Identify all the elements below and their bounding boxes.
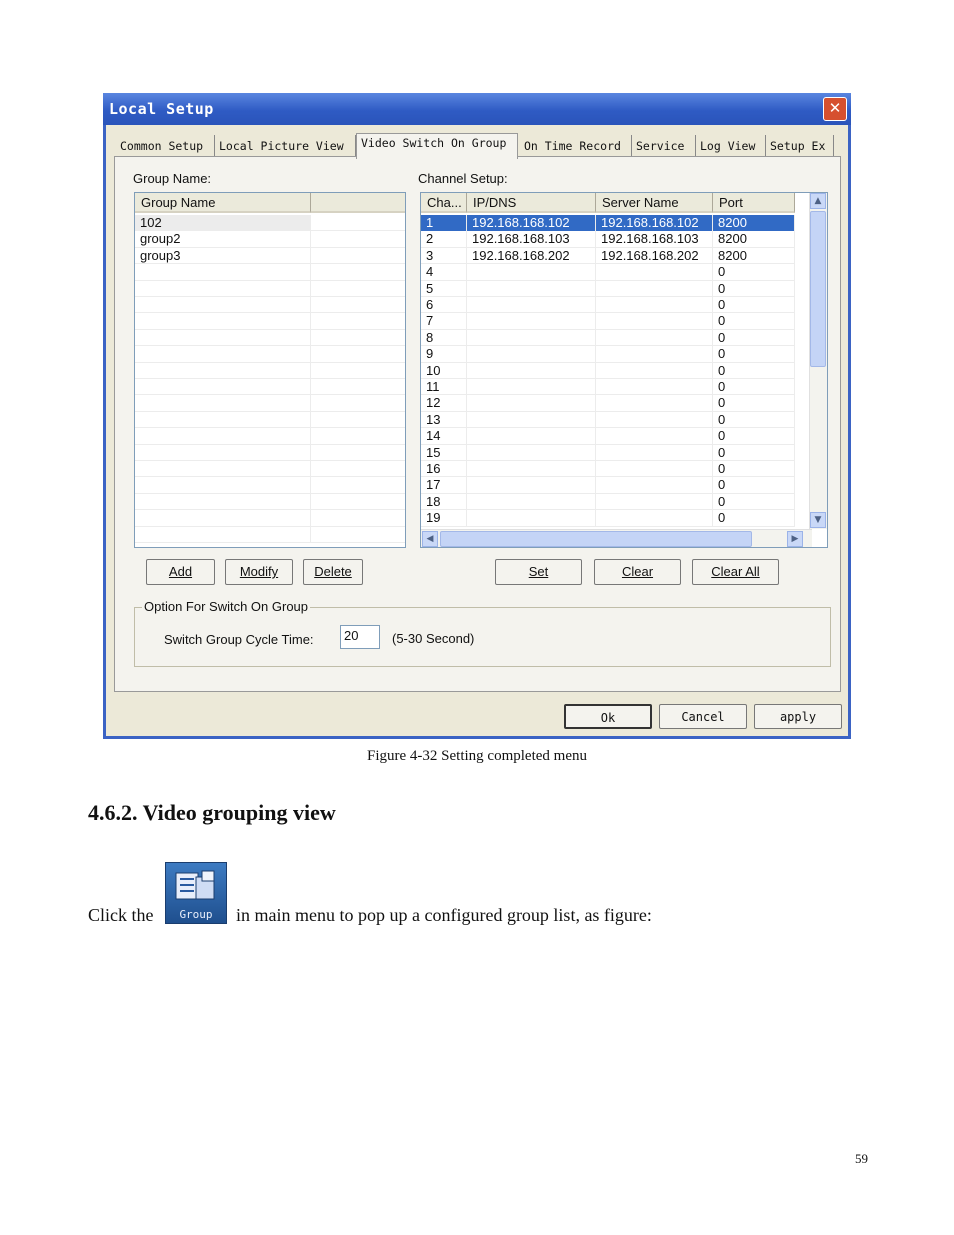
table-row[interactable]	[421, 346, 795, 362]
group-name-cell	[135, 510, 311, 526]
clear-all-button[interactable]	[692, 559, 779, 585]
server-name-cell	[596, 494, 713, 510]
table-row[interactable]	[421, 363, 795, 379]
ip-dns-cell	[467, 461, 596, 477]
list-item[interactable]	[135, 363, 406, 379]
group-extra-cell	[311, 281, 406, 297]
list-item[interactable]	[135, 297, 406, 313]
port-cell: 0	[713, 428, 795, 444]
group-name-cell	[135, 379, 311, 395]
list-item[interactable]	[135, 281, 406, 297]
group-extra-cell	[311, 461, 406, 477]
table-row[interactable]	[421, 313, 795, 329]
channel-number-cell: 19	[421, 510, 467, 526]
group-name-cell	[135, 346, 311, 362]
server-name-column-header[interactable]: Server Name	[596, 193, 713, 213]
server-name-cell	[596, 412, 713, 428]
channel-number-cell: 7	[421, 313, 467, 329]
group-extra-cell	[311, 412, 406, 428]
cancel-button[interactable]: Cancel	[659, 704, 747, 729]
channel-number-cell: 6	[421, 297, 467, 313]
port-cell: 0	[713, 281, 795, 297]
group-name-cell	[135, 477, 311, 493]
port-cell: 0	[713, 477, 795, 493]
server-name-cell	[596, 445, 713, 461]
group-extra-cell	[311, 510, 406, 526]
group-name-cell	[135, 330, 311, 346]
server-name-cell: 192.168.168.102	[596, 215, 713, 231]
ok-button[interactable]: Ok	[564, 704, 652, 729]
page-number: 59	[855, 1151, 868, 1166]
vertical-scroll-thumb[interactable]	[810, 211, 826, 367]
ip-dns-cell	[467, 330, 596, 346]
list-item[interactable]	[135, 231, 406, 247]
group-name-cell	[135, 494, 311, 510]
table-row[interactable]	[421, 428, 795, 444]
group-extra-cell	[311, 313, 406, 329]
table-row[interactable]	[421, 281, 795, 297]
group-extra-cell	[311, 477, 406, 493]
table-row[interactable]	[421, 330, 795, 346]
channel-column-header[interactable]: Cha...	[421, 193, 467, 213]
scroll-left-icon[interactable]: ◀	[422, 531, 438, 547]
table-row[interactable]	[421, 461, 795, 477]
port-cell: 0	[713, 363, 795, 379]
channel-number-cell: 9	[421, 346, 467, 362]
group-name-cell	[135, 395, 311, 411]
server-name-cell: 192.168.168.103	[596, 231, 713, 247]
table-row[interactable]	[421, 215, 795, 231]
ip-dns-cell: 192.168.168.202	[467, 248, 596, 264]
group-name-cell	[135, 428, 311, 444]
table-row[interactable]	[421, 477, 795, 493]
local-setup-dialog	[103, 93, 851, 739]
list-item[interactable]	[135, 445, 406, 461]
horizontal-scroll-thumb[interactable]	[440, 531, 752, 547]
cycle-time-label: Switch Group Cycle Time:	[164, 632, 314, 647]
tab-service[interactable]: Service	[632, 135, 696, 157]
scroll-up-icon[interactable]: ▲	[810, 193, 826, 209]
group-name-cell: group3	[135, 248, 311, 264]
list-item[interactable]	[135, 412, 406, 428]
list-item[interactable]	[135, 215, 406, 231]
table-row[interactable]	[421, 297, 795, 313]
ip-dns-cell	[467, 346, 596, 362]
tab-video-switch-on-group[interactable]: Video Switch On Group	[356, 133, 518, 159]
channel-horizontal-scrollbar[interactable]	[421, 529, 812, 548]
ip-dns-cell	[467, 428, 596, 444]
server-name-cell	[596, 379, 713, 395]
port-cell: 0	[713, 330, 795, 346]
group-name-cell: 102	[135, 215, 311, 231]
clear-button[interactable]	[594, 559, 681, 585]
channel-number-cell: 15	[421, 445, 467, 461]
group-extra-cell	[311, 379, 406, 395]
ip-dns-cell	[467, 379, 596, 395]
channel-number-cell: 17	[421, 477, 467, 493]
group-extra-cell	[311, 346, 406, 362]
group-extra-cell	[311, 330, 406, 346]
clear-button-label: Clear	[621, 564, 654, 579]
port-cell: 0	[713, 395, 795, 411]
set-button[interactable]	[495, 559, 582, 585]
ip-dns-column-header[interactable]: IP/DNS	[467, 193, 596, 213]
table-row[interactable]	[421, 231, 795, 247]
group-name-column-header[interactable]: Group Name	[135, 193, 311, 213]
group-list[interactable]	[134, 192, 406, 548]
list-item[interactable]	[135, 330, 406, 346]
ip-dns-cell	[467, 363, 596, 379]
list-item[interactable]	[135, 395, 406, 411]
channel-number-cell: 3	[421, 248, 467, 264]
list-item[interactable]	[135, 494, 406, 510]
channel-number-cell: 14	[421, 428, 467, 444]
group-icon-graphic	[166, 865, 226, 909]
list-item[interactable]	[135, 379, 406, 395]
close-icon[interactable]: ✕	[823, 97, 847, 121]
server-name-cell	[596, 264, 713, 280]
tab-local-picture-view[interactable]: Local Picture View	[215, 135, 356, 157]
channel-number-cell: 5	[421, 281, 467, 297]
apply-button[interactable]: apply	[754, 704, 842, 729]
port-cell: 0	[713, 494, 795, 510]
group-name-label: Group Name:	[133, 171, 212, 186]
delete-button-label: Delete	[314, 564, 352, 579]
scroll-right-icon[interactable]: ▶	[787, 531, 803, 547]
channel-number-cell: 18	[421, 494, 467, 510]
ip-dns-cell	[467, 412, 596, 428]
channel-number-cell: 2	[421, 231, 467, 247]
ip-dns-cell: 192.168.168.102	[467, 215, 596, 231]
channel-number-cell: 8	[421, 330, 467, 346]
group-icon-label: Group	[179, 908, 213, 921]
port-cell: 0	[713, 264, 795, 280]
port-cell: 8200	[713, 215, 795, 231]
server-name-cell	[596, 313, 713, 329]
dialog-title: Local Setup	[109, 100, 214, 118]
modify-button-label: Modify	[239, 564, 279, 579]
tab-log-view[interactable]: Log View	[696, 135, 766, 157]
list-item[interactable]	[135, 346, 406, 362]
channel-table[interactable]	[420, 192, 828, 548]
channel-number-cell: 16	[421, 461, 467, 477]
group-name-cell	[135, 264, 311, 280]
ip-dns-cell	[467, 395, 596, 411]
video-switch-panel	[114, 156, 841, 692]
server-name-cell	[596, 428, 713, 444]
group-extra-cell	[311, 445, 406, 461]
group-extra-cell	[311, 395, 406, 411]
ip-dns-cell: 192.168.168.103	[467, 231, 596, 247]
ip-dns-cell	[467, 281, 596, 297]
dialog-title-bar[interactable]	[103, 93, 851, 125]
list-item[interactable]	[135, 248, 406, 264]
server-name-cell	[596, 395, 713, 411]
group-extra-cell	[311, 297, 406, 313]
list-item[interactable]	[135, 477, 406, 493]
group-name-cell	[135, 445, 311, 461]
add-button-label: Add	[168, 564, 193, 579]
server-name-cell	[596, 330, 713, 346]
group-extra-cell	[311, 363, 406, 379]
add-button[interactable]	[146, 559, 215, 585]
channel-number-cell: 10	[421, 363, 467, 379]
group-name-cell	[135, 313, 311, 329]
server-name-cell	[596, 346, 713, 362]
server-name-cell	[596, 297, 713, 313]
table-row[interactable]	[421, 248, 795, 264]
list-item[interactable]	[135, 461, 406, 477]
ip-dns-cell	[467, 297, 596, 313]
set-button-label: Set	[528, 564, 549, 579]
group-name-cell	[135, 461, 311, 477]
paragraph-before-icon: Click the	[88, 905, 154, 925]
cycle-time-hint: (5-30 Second)	[392, 631, 475, 646]
clear-all-button-label: Clear All	[711, 564, 760, 579]
ip-dns-cell	[467, 477, 596, 493]
channel-number-cell: 4	[421, 264, 467, 280]
list-item[interactable]	[135, 264, 406, 280]
group-extra-cell	[311, 428, 406, 444]
channel-number-cell: 11	[421, 379, 467, 395]
ip-dns-cell	[467, 264, 596, 280]
table-row[interactable]	[421, 379, 795, 395]
group-name-cell	[135, 297, 311, 313]
tab-common-setup[interactable]: Common Setup	[116, 135, 215, 157]
server-name-cell	[596, 477, 713, 493]
table-row[interactable]	[421, 494, 795, 510]
list-item[interactable]	[135, 313, 406, 329]
cycle-time-input[interactable]: 20	[340, 625, 380, 649]
ip-dns-cell	[467, 445, 596, 461]
list-item[interactable]	[135, 527, 406, 543]
group-icon	[165, 862, 227, 924]
group-extra-cell	[311, 264, 406, 280]
port-cell: 0	[713, 510, 795, 526]
table-row[interactable]	[421, 264, 795, 280]
ip-dns-cell	[467, 494, 596, 510]
modify-button[interactable]	[225, 559, 293, 585]
group-name-cell	[135, 412, 311, 428]
tab-setup-ex[interactable]: Setup Ex	[766, 135, 834, 157]
scroll-down-icon[interactable]: ▼	[810, 512, 826, 528]
section-heading: 4.6.2. Video grouping view	[88, 800, 336, 825]
port-cell: 0	[713, 412, 795, 428]
ip-dns-cell	[467, 313, 596, 329]
table-row[interactable]	[421, 412, 795, 428]
server-name-cell	[596, 281, 713, 297]
server-name-cell	[596, 363, 713, 379]
port-cell: 0	[713, 313, 795, 329]
option-for-switch-group	[134, 599, 831, 667]
group-name-cell: group2	[135, 231, 311, 247]
group-extra-cell	[311, 527, 406, 543]
group-extra-cell	[311, 215, 406, 231]
group-name-cell	[135, 281, 311, 297]
group-extra-cell	[311, 231, 406, 247]
port-cell: 0	[713, 346, 795, 362]
channel-number-cell: 12	[421, 395, 467, 411]
table-row[interactable]	[421, 395, 795, 411]
server-name-cell	[596, 510, 713, 526]
table-row[interactable]	[421, 445, 795, 461]
channel-setup-label: Channel Setup:	[418, 171, 508, 186]
delete-button[interactable]	[303, 559, 363, 585]
port-cell: 8200	[713, 231, 795, 247]
tab-on-time-record[interactable]: On Time Record	[520, 135, 632, 157]
port-cell: 0	[713, 297, 795, 313]
group-extra-cell	[311, 248, 406, 264]
port-column-header[interactable]: Port	[713, 193, 795, 213]
figure-caption: Figure 4-32 Setting completed menu	[367, 748, 587, 764]
port-cell: 0	[713, 445, 795, 461]
server-name-cell	[596, 461, 713, 477]
port-cell: 8200	[713, 248, 795, 264]
ip-dns-cell	[467, 510, 596, 526]
list-item[interactable]	[135, 428, 406, 444]
dialog-client	[106, 125, 848, 736]
server-name-cell: 192.168.168.202	[596, 248, 713, 264]
table-row[interactable]	[421, 510, 795, 526]
port-cell: 0	[713, 461, 795, 477]
port-cell: 0	[713, 379, 795, 395]
channel-number-cell: 13	[421, 412, 467, 428]
group-extra-cell	[311, 494, 406, 510]
channel-vertical-scrollbar[interactable]	[809, 193, 827, 529]
option-group-legend: Option For Switch On Group	[144, 599, 309, 614]
group-name-cell	[135, 527, 311, 543]
list-item[interactable]	[135, 510, 406, 526]
group-list-empty-header	[311, 193, 406, 213]
channel-number-cell: 1	[421, 215, 467, 231]
group-name-cell	[135, 363, 311, 379]
paragraph-after-icon: in main menu to pop up a configured group list, as figure:	[236, 905, 652, 925]
